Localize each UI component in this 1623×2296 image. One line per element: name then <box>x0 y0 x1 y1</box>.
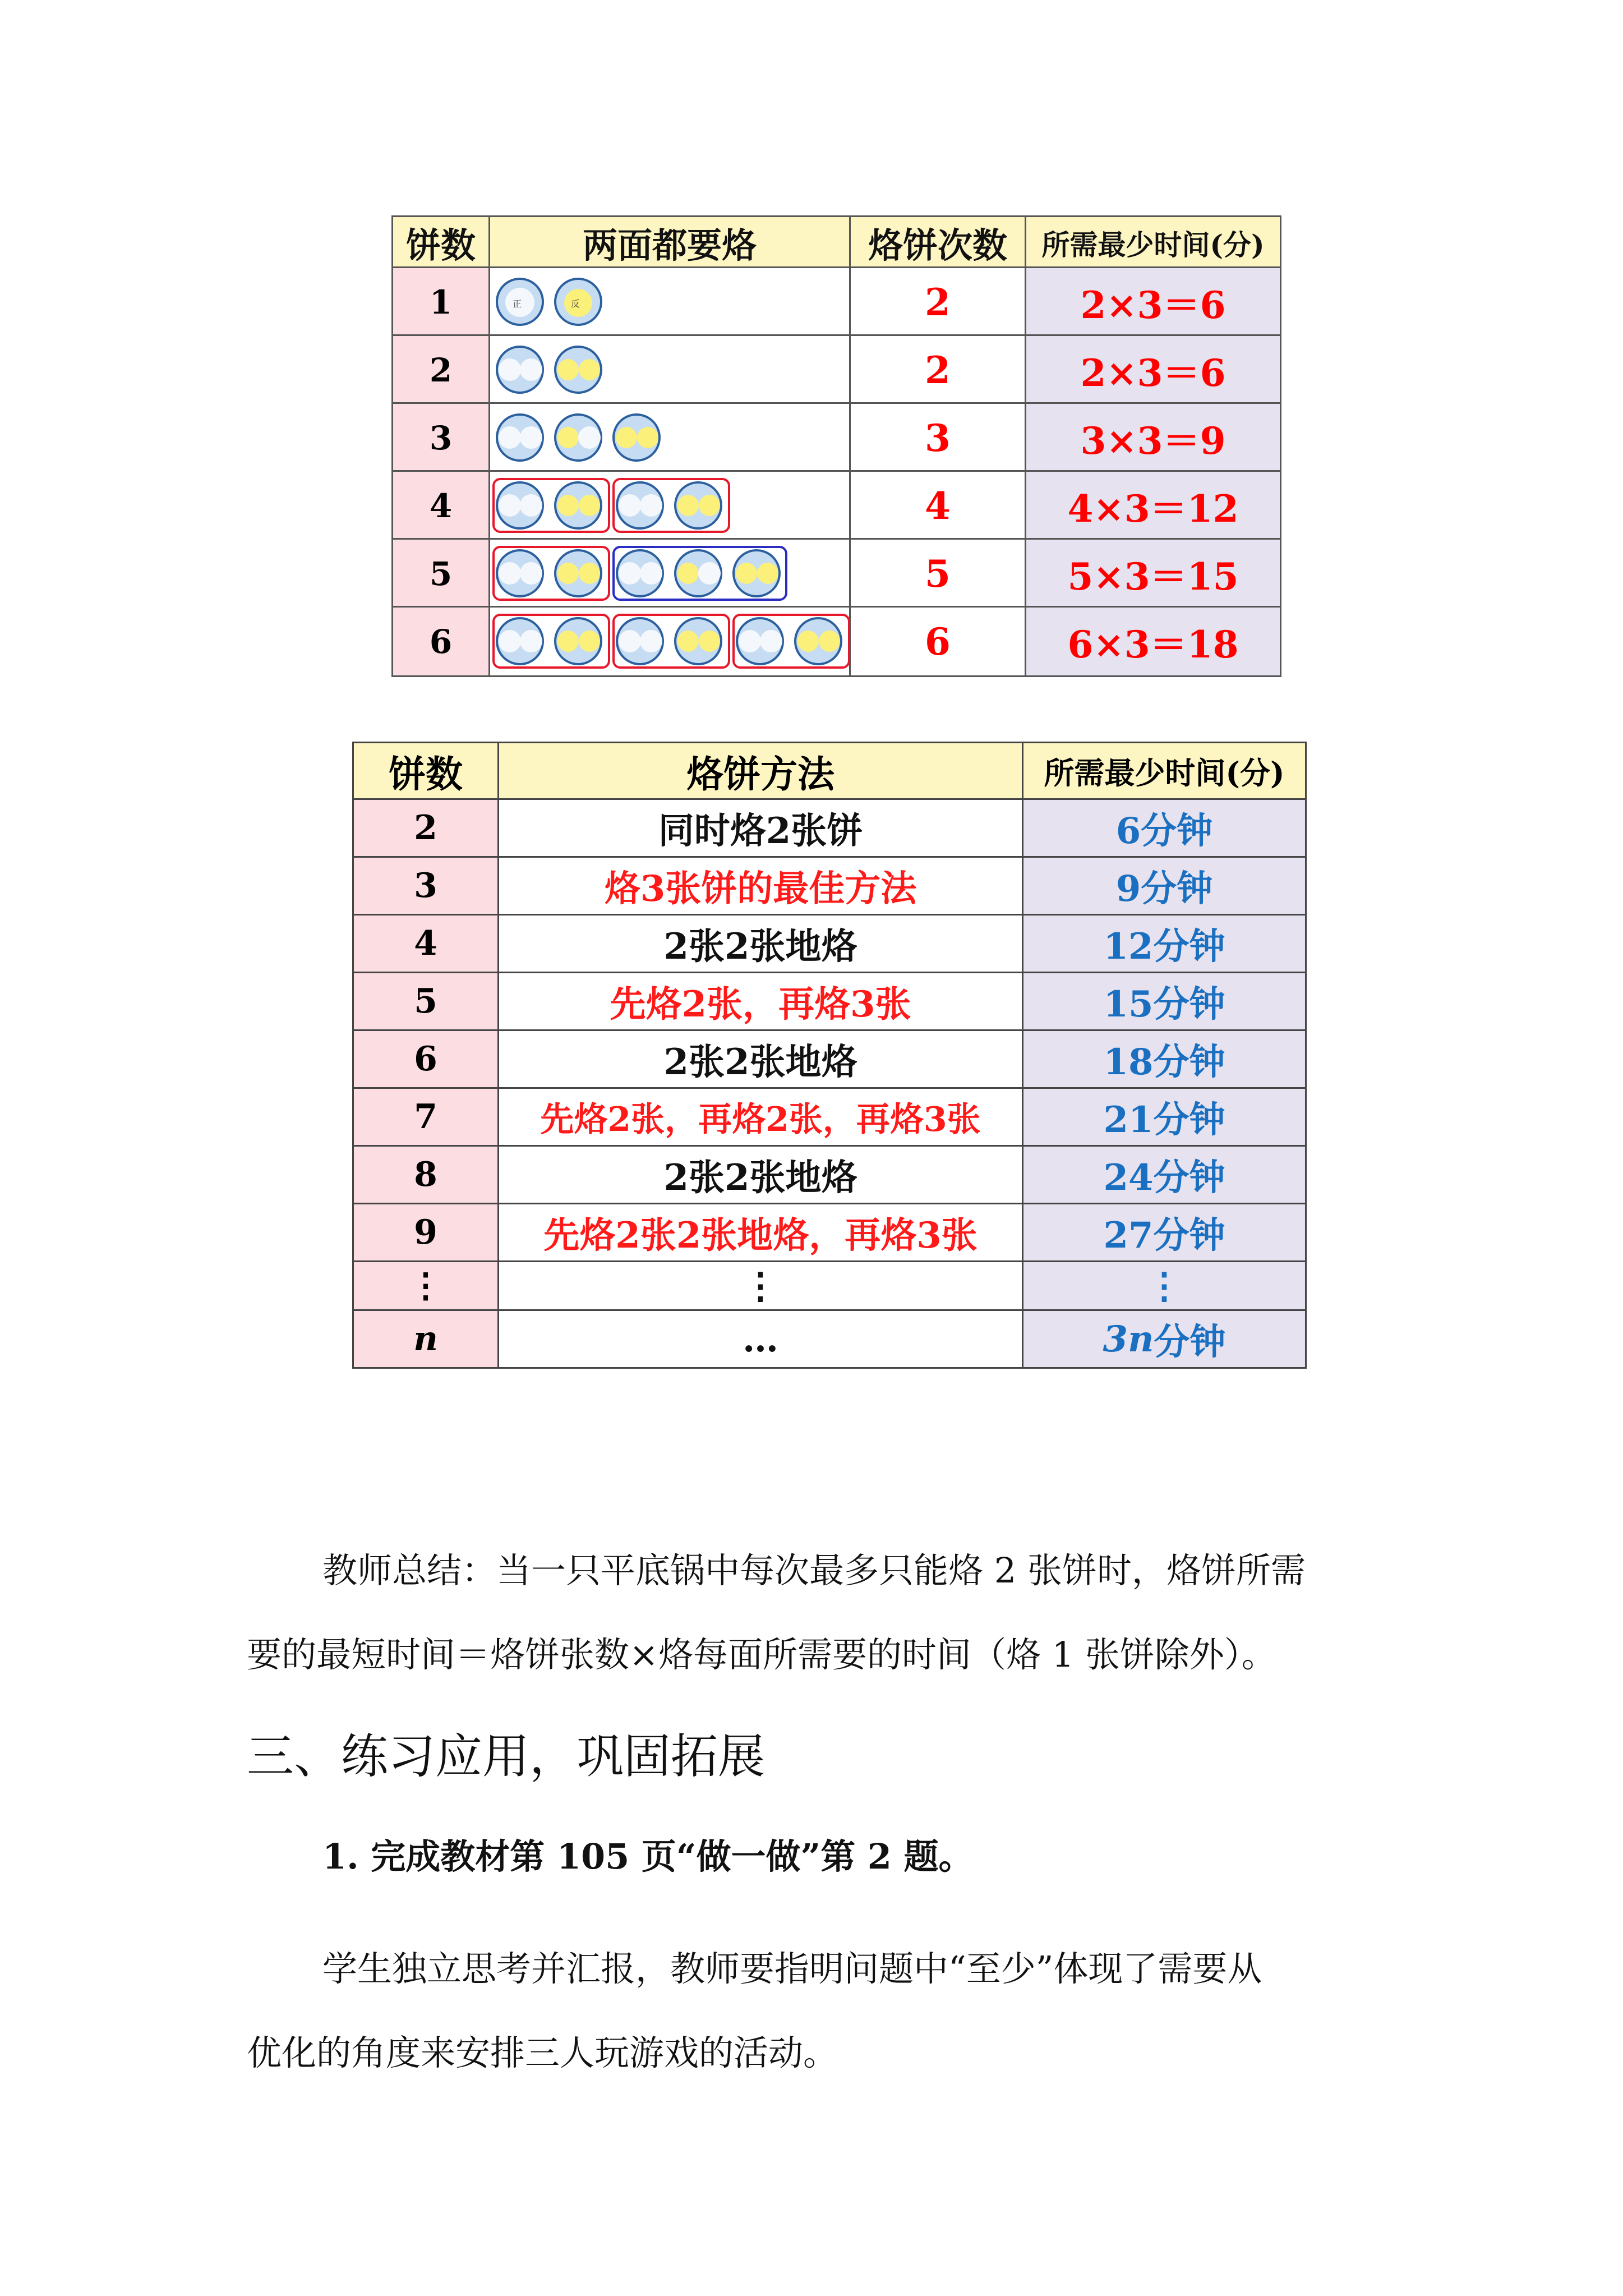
pan-icon <box>496 617 544 665</box>
pan-icon <box>612 413 661 462</box>
table-row <box>352 1031 1307 1089</box>
cakes-count: 2 <box>352 798 499 858</box>
baking-method: 2张2张地烙 <box>497 1145 1023 1204</box>
cakes-count: n <box>352 1309 499 1369</box>
cakes-count: 5 <box>352 972 499 1031</box>
table1-header-times: 烙饼次数 <box>849 215 1026 270</box>
cakes-count: 2 <box>391 334 490 406</box>
pan-illustration <box>488 334 851 406</box>
pan-group <box>496 342 849 398</box>
table2-header-method: 烙饼方法 <box>497 742 1023 800</box>
baking-method: ⋮ <box>497 1260 1023 1311</box>
cakes-count: 3 <box>352 856 499 915</box>
min-time-unit: 分钟 <box>1154 1321 1226 1363</box>
table2-header-min-time: 所需最少时间(分) <box>1022 742 1307 800</box>
min-time-formula: 2×3＝6 <box>1025 266 1281 338</box>
pan-icon <box>554 617 602 665</box>
table-row <box>391 608 1283 677</box>
min-time-formula: 3×3＝9 <box>1025 402 1281 473</box>
pan-icon <box>496 481 544 530</box>
min-time-expression: 3n <box>1103 1318 1154 1360</box>
min-time: ⋮ <box>1022 1260 1307 1311</box>
bake-times: 3 <box>849 402 1026 473</box>
pan-icon <box>674 481 722 530</box>
pan-illustration <box>488 538 851 609</box>
min-time <box>1022 1309 1307 1369</box>
cakes-count: 7 <box>352 1087 499 1147</box>
table-row <box>352 858 1307 915</box>
section-title: 三、练习应用，巩固拓展 <box>247 1729 766 1784</box>
pan-illustration <box>488 402 851 473</box>
table2-header-row <box>352 743 1307 800</box>
min-time: 24分钟 <box>1022 1145 1307 1204</box>
bake-times: 2 <box>849 334 1026 406</box>
table-row <box>391 472 1283 541</box>
pan-illustration <box>488 606 851 677</box>
baking-method: 2张2张地烙 <box>497 914 1023 973</box>
cakes-count: 5 <box>391 538 490 609</box>
min-time-formula: 5×3＝15 <box>1025 538 1281 609</box>
table-row <box>352 973 1307 1031</box>
baking-method: 先烙2张，再烙2张，再烙3张 <box>497 1087 1023 1147</box>
pan-icon <box>616 617 664 665</box>
table-row <box>391 336 1283 406</box>
min-time: 18分钟 <box>1022 1029 1307 1089</box>
cakes-count: 6 <box>352 1029 499 1089</box>
min-time: 9分钟 <box>1022 856 1307 915</box>
cake-baking-table-2 <box>352 743 1307 1369</box>
baking-method: 同时烙2张饼 <box>497 798 1023 858</box>
bake-times: 6 <box>849 606 1026 677</box>
table-row <box>352 915 1307 973</box>
baking-method: 2张2张地烙 <box>497 1029 1023 1089</box>
cakes-count: 1 <box>391 266 490 338</box>
bake-times: 5 <box>849 538 1026 609</box>
pan-icon <box>674 617 722 665</box>
pan-icon <box>736 617 784 665</box>
table-row <box>391 268 1283 338</box>
pan-illustration <box>488 266 851 338</box>
table1-header-both-sides: 两面都要烙 <box>488 215 851 270</box>
min-time: 12分钟 <box>1022 914 1307 973</box>
pan-group <box>496 478 849 534</box>
cakes-count: 6 <box>391 606 490 677</box>
cakes-count: 9 <box>352 1203 499 1262</box>
summary-line-2: 要的最短时间＝烙饼张数×烙每面所需要的时间（烙 1 张饼除外）。 <box>247 1634 1276 1675</box>
pan-icon <box>674 549 722 597</box>
exercise-line-1: 学生独立思考并汇报，教师要指明问题中“至少”体现了需要从 <box>322 1948 1262 1989</box>
min-time: 21分钟 <box>1022 1087 1307 1147</box>
pan-icon <box>554 481 602 530</box>
pan-group <box>496 410 849 466</box>
pan-illustration <box>488 470 851 541</box>
pan-icon: 正 <box>496 278 544 326</box>
table2-header-cakes: 饼数 <box>352 742 499 800</box>
table1-header-cakes: 饼数 <box>391 215 490 270</box>
pan-icon <box>616 549 664 597</box>
pan-icon <box>496 346 544 394</box>
min-time: 27分钟 <box>1022 1203 1307 1262</box>
min-time: 6分钟 <box>1022 798 1307 858</box>
baking-method: … <box>497 1309 1023 1369</box>
pan-icon <box>554 346 602 394</box>
cakes-count: ⋮ <box>352 1260 499 1311</box>
pan-group <box>496 546 849 602</box>
bake-times: 2 <box>849 266 1026 338</box>
bake-times: 4 <box>849 470 1026 541</box>
baking-method: 先烙2张2张地烙，再烙3张 <box>497 1203 1023 1262</box>
baking-method: 烙3张饼的最佳方法 <box>497 856 1023 915</box>
table-row <box>352 1089 1307 1147</box>
min-time-formula: 6×3＝18 <box>1025 606 1281 677</box>
min-time-formula: 2×3＝6 <box>1025 334 1281 406</box>
table-row-general <box>352 1311 1307 1369</box>
cake-baking-table-1 <box>391 217 1283 684</box>
table-row <box>391 404 1283 473</box>
summary-line-1: 教师总结：当一只平底锅中每次最多只能烙 2 张饼时，烙饼所需 <box>322 1550 1306 1591</box>
pan-icon <box>554 549 602 597</box>
table1-header-row <box>391 217 1283 270</box>
baking-method: 先烙2张，再烙3张 <box>497 972 1023 1031</box>
cakes-count: 8 <box>352 1145 499 1204</box>
table1-header-min-time: 所需最少时间(分) <box>1025 215 1281 270</box>
exercise-line-2: 优化的角度来安排三人玩游戏的活动。 <box>247 2032 838 2073</box>
pan-icon <box>732 549 781 597</box>
pan-icon: 反 <box>554 278 602 326</box>
pan-icon <box>794 617 842 665</box>
table-row <box>352 800 1307 858</box>
min-time-formula: 4×3＝12 <box>1025 470 1281 541</box>
cakes-count: 3 <box>391 402 490 473</box>
pan-group <box>496 614 849 670</box>
table-row <box>352 1147 1307 1204</box>
cakes-count: 4 <box>391 470 490 541</box>
table-row <box>352 1204 1307 1262</box>
exercise-title: 1. 完成教材第 105 页“做一做”第 2 题。 <box>322 1836 974 1877</box>
cakes-count: 4 <box>352 914 499 973</box>
pan-icon <box>554 413 602 462</box>
pan-icon <box>616 481 664 530</box>
pan-icon <box>496 549 544 597</box>
table-row-ellipsis <box>352 1262 1307 1311</box>
pan-icon <box>496 413 544 462</box>
table-row <box>391 540 1283 609</box>
pan-group <box>496 274 849 330</box>
min-time: 15分钟 <box>1022 972 1307 1031</box>
